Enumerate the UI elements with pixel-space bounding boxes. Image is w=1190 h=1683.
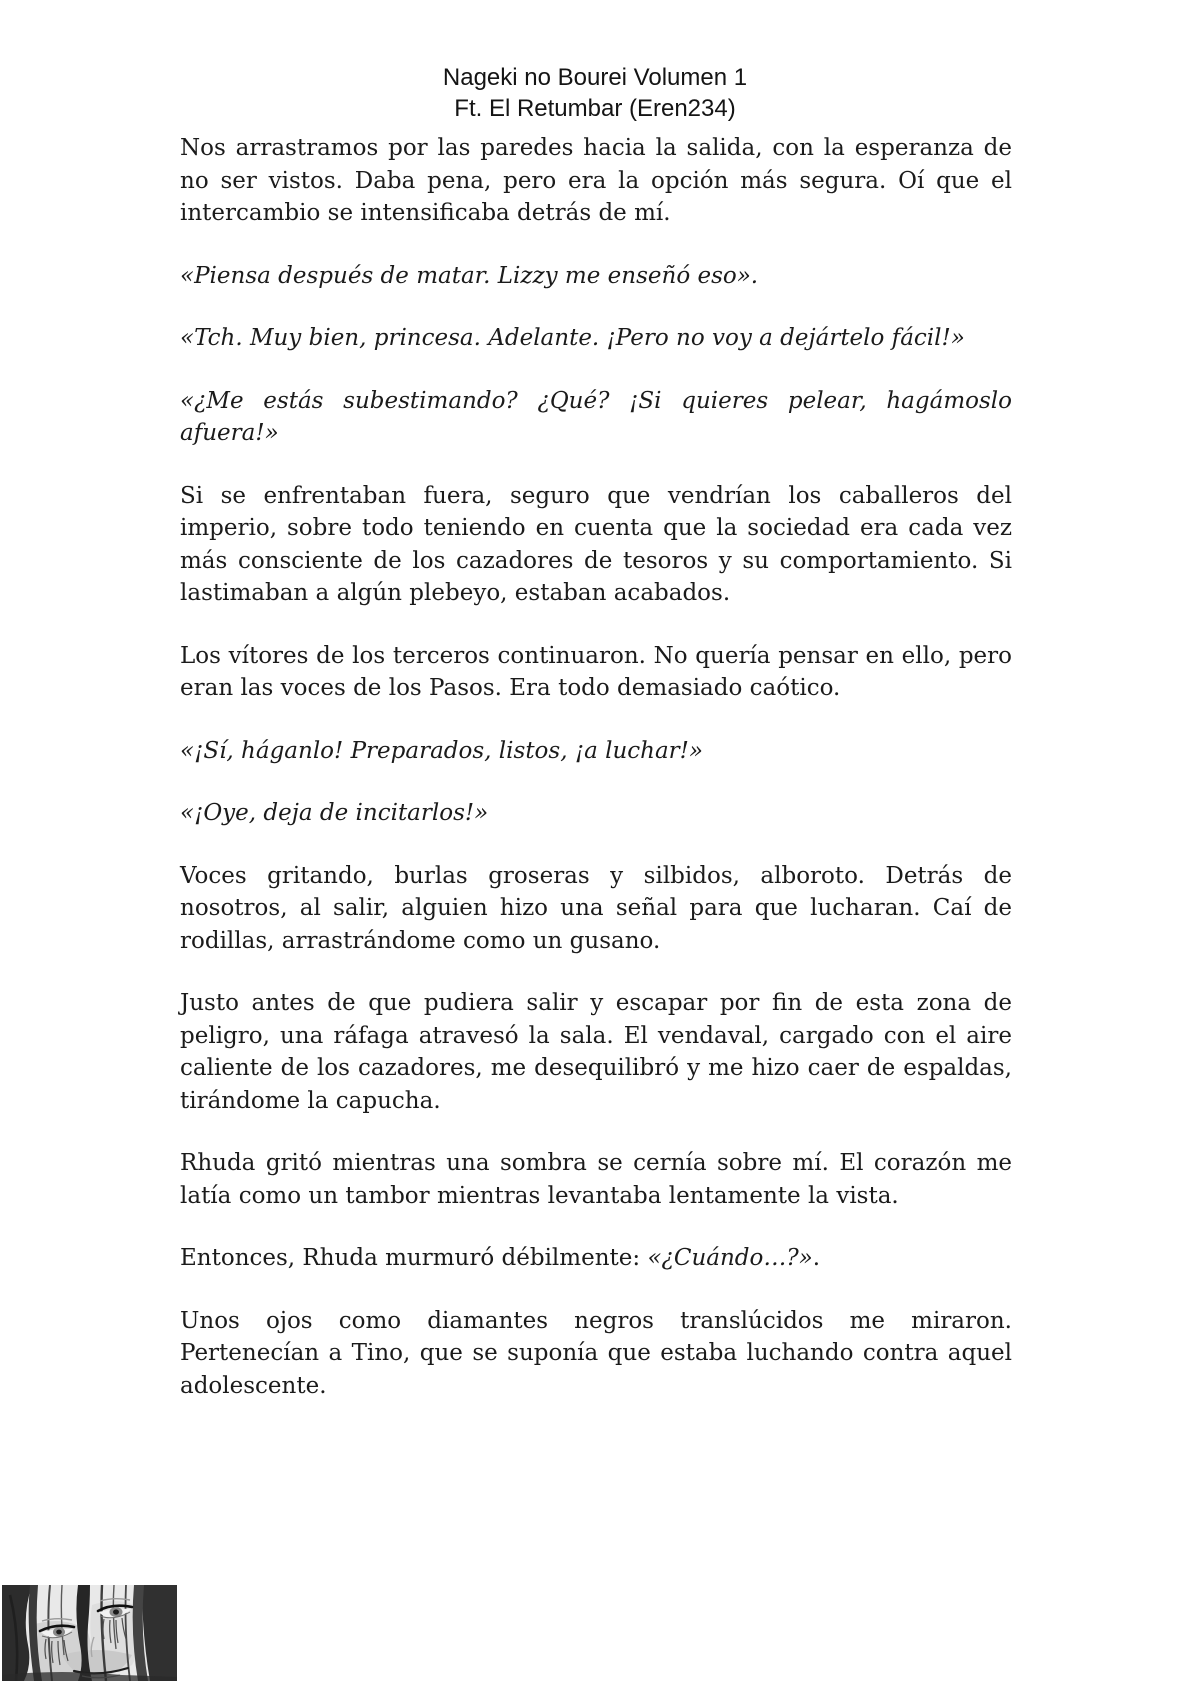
paragraph-dialogue: «¿Me estás subestimando? ¿Qué? ¡Si quieres pelear, hagámoslo afuera!» — [180, 387, 1012, 446]
paragraph-dialogue: «Tch. Muy bien, princesa. Adelante. ¡Pero no voy a dejártelo fácil!» — [180, 325, 965, 351]
paragraph-dialogue: «Piensa después de matar. Lizzy me enseñó eso». — [180, 262, 759, 289]
page-subtitle: Ft. El Retumbar (Eren234) — [454, 95, 736, 122]
manga-face-image — [2, 1585, 177, 1681]
inline-quote: «¿Cuándo…?» — [647, 1245, 813, 1271]
document-body — [180, 132, 1012, 1402]
paragraph-narration-with-quote — [180, 1242, 1012, 1275]
page-title: Nageki no Bourei Volumen 1 — [442, 64, 748, 91]
page-header — [0, 0, 1190, 124]
paragraph-narration: Justo antes de que pudiera salir y escapar por fin de esta zona de peligro, una ráfaga atravesó la sala. El vendaval, cargado con el aire caliente de los cazadores, me desequilibró y me hizo caer de espaldas, tirándome la capucha. — [180, 990, 1012, 1114]
paragraph-narration: Voces gritando, burlas groseras y silbidos, alboroto. Detrás de nosotros, al salir, alguien hizo una señal para que lucharan. Caí de rodillas, arrastrándome como un gusano. — [180, 862, 1012, 954]
paragraph-narration: Rhuda gritó mientras una sombra se cernía sobre mí. El corazón me latía como un tambor mientras levantaba lentamente la vista. — [180, 1150, 1012, 1209]
narration-prefix: Entonces, Rhuda murmuró débilmente: — [180, 1245, 648, 1271]
paragraph-dialogue: «¡Sí, háganlo! Preparados, listos, ¡a luchar!» — [180, 737, 703, 764]
paragraph-narration: Nos arrastramos por las paredes hacia la salida, con la esperanza de no ser vistos. Daba pena, pero era la opción más segura. Oí que el intercambio se intensificaba detrás de mí. — [180, 135, 1012, 226]
paragraph-narration: Si se enfrentaban fuera, seguro que vendrían los caballeros del imperio, sobre todo teniendo en cuenta que la sociedad era cada vez más consciente de los cazadores de tesoros y su comportamiento. Si lastimaban a algún plebeyo, estaban acabados. — [180, 482, 1012, 606]
manga-face-illustration — [2, 1585, 177, 1681]
narration-suffix: . — [812, 1245, 821, 1271]
paragraph-narration: Unos ojos como diamantes negros translúcidos me miraron. Pertenecían a Tino, que se suponía que estaba luchando contra aquel adolescente. — [180, 1307, 1012, 1399]
paragraph-narration: Los vítores de los terceros continuaron. No quería pensar en ello, pero eran las voces de los Pasos. Era todo demasiado caótico. — [180, 642, 1012, 701]
paragraph-dialogue: «¡Oye, deja de incitarlos!» — [180, 800, 489, 826]
